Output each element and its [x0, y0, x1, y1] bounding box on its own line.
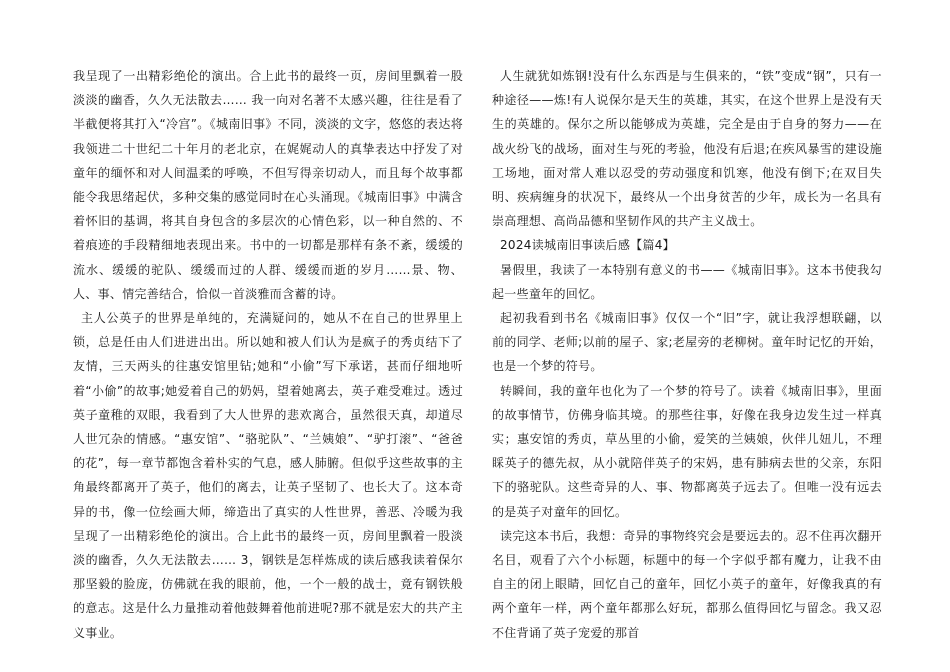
paragraph: 人生就犹如炼钢!没有什么东西是与生俱来的，“铁”变成“钢”，只有一种途径——炼!有人说保尔是天生的英雄，其实，在这个世界上是没有天生的英雄的。保尔之所以能够成为英雄，完全是由于自身的努力——在战火纷飞的战场，面对生与死的考验，他没有后退;在疾风暴雪的建设施工场地，面对常人难以忍受的劳动强度和饥寒，他没有倒下;在双目失明、疾病缠身的状况下，最终从一个出身贫苦的少年，成长为一名具有崇高理想、高尚品德和坚韧作风的共产主义战士。	[492, 69, 882, 229]
paragraph: 转瞬间，我的童年也化为了一个梦的符号了。读着《城南旧事》，里面的故事情节，仿佛身临其境。的那些往事，好像在我身边发生过一样真实；惠安馆的秀贞，草丛里的小偷，爱笑的兰姨娘，伙伴儿妞儿，不理睬英子的德先叔，从小就陪伴英子的宋妈，患有肺病去世的父亲，东阳下的骆驼队。这些奇异的人、事、物都离英子远去了。但唯一没有远去的是英子对童年的回忆。	[492, 383, 882, 519]
paragraph: 我呈现了一出精彩绝伦的演出。合上此书的最终一页，房间里飘着一股淡淡的幽香，久久无法散去…… 我一向对名著不太感兴趣，往往是看了半截便将其打入“冷宫”。《城南旧事》不同，淡淡的文字，悠悠的表达将我领进二十世纪二十年月的老北京，在娓娓动人的真挚表达中抒发了对童年的缅怀和对人间温柔的呼唤，不但写得亲切动人，而且每个故事都能令我思绪起伏，多种交集的感觉同时在心头涌现。《城南旧事》中满含着怀旧的基调，将其自身包含的多层次的心情色彩，以一种自然的、不着痕迹的手段精细地表现出来。书中的一切都是那样有条不紊，缓缓的流水、缓缓的驼队、缓缓而过的人群、缓缓而逝的岁月……景、物、人、事、情完善结合，恰似一首淡雅而含蓄的诗。	[73, 69, 463, 301]
right-column	[492, 64, 882, 645]
paragraph: 读完这本书后，我想：奇异的事物终究会是要远去的。忍不住再次翻开名目，观看了六个小标题，标题中的每一个字似乎都有魔力，让我不由自主的闭上眼睛，回忆自己的童年，回忆小英子的童年，好像我真的有两个童年一样，两个童年都那么好玩，都那么值得回忆与留念。我又忍不住背诵了英子宠爱的那首	[492, 528, 882, 640]
section-heading: 2024读城南旧事读后感【篇4】	[500, 238, 675, 253]
left-column	[73, 64, 463, 645]
paragraph: 暑假里，我读了一本特别有意义的书——《城南旧事》。这本书使我勾起一些童年的回忆。	[492, 262, 882, 301]
paragraph: 主人公英子的世界是单纯的，充满疑问的，她从不在自己的世界里上锁，总是任由人们进进出出。所以她和被人们认为是疯子的秀贞结下了友情，三天两头的往惠安馆里钻;她和“小偷”写下承诺，甚而仔细地听着“小偷”的故事;她爱着自己的奶妈，望着她离去，英子难受难过。透过英子童稚的双眼，我看到了大人世界的悲欢离合，虽然很天真，却道尽人世冗杂的情感。“惠安馆”、“骆驼队”、“兰姨娘”、“驴打滚”、“爸爸的花”，每一章节都饱含着朴实的气息，感人肺腑。但似乎这些故事的主角最终都离开了英子，他们的离去，让英子坚韧了、也长大了。这本奇异的书，像一位绘画大师，缔造出了真实的人性世界，善恶、冷暖为我呈现了一出精彩绝伦的演出。合上此书的最终一页，房间里飘着一股淡淡的幽香，久久无法散去…… 3，钢铁是怎样炼成的读后感我读着保尔那坚毅的脸庞，仿佛就在我的眼前，他，一个一般的战士，竟有钢铁般的意志。这是什么力量推动着他鼓舞着他前进呢?那不就是宏大的共产主义事业。	[73, 311, 463, 640]
paragraph: 起初我看到书名《城南旧事》仅仅一个“旧”字，就让我浮想联翩，以前的同学、老师;以前的屋子、家;老屋旁的老柳树。童年时记忆的开始，也是一个梦的符号。	[492, 311, 882, 374]
